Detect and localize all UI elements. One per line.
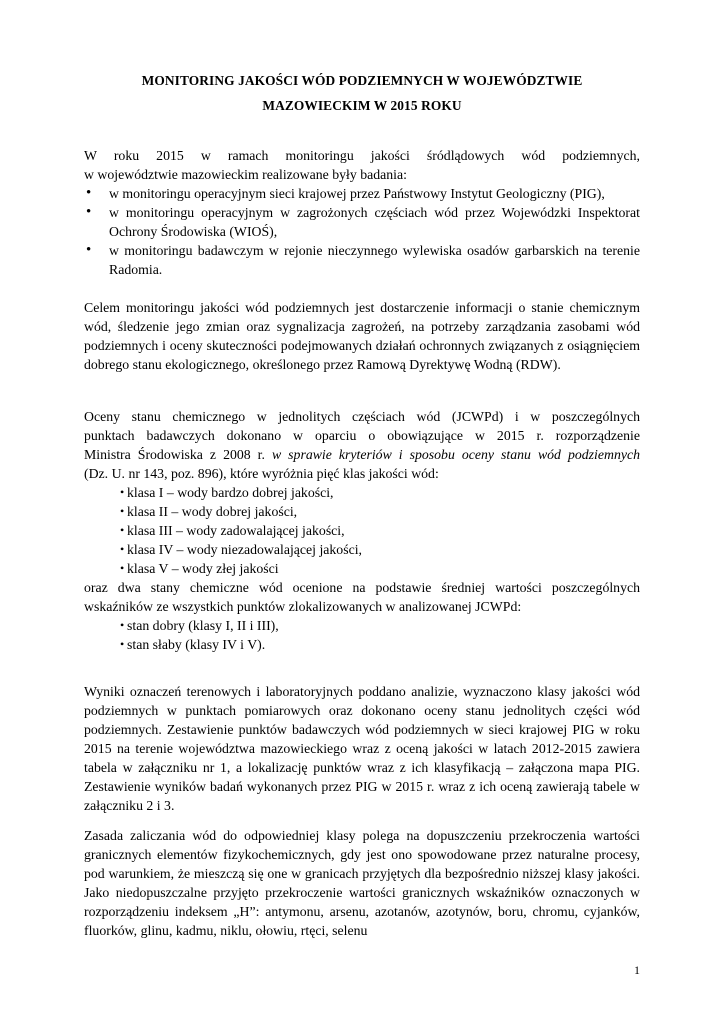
assessment-line-2: punktach badawczych dokonano w oparciu o obowiązujące w 2015 r. rozporządzenie — [84, 428, 640, 443]
quality-class-item: • klasa I – wody bardzo dobrej jakości, — [120, 483, 640, 502]
paragraph-classification-text: Zasada zaliczania wód do odpowiedniej klasy polega na dopuszczeniu przekroczenia wartości granicznych elementów fizykochemicznych, gdy jest ono spowodowane przez naturalne procesy, pod warunkiem, że mieszczą się one w granicach przyjętych dla bezpośrednio niższej klasy jakości. Jako niedopuszczalne przyjęto przekroczenie wartości granicznych wskaźników oznaczonych w rozporządzeniu indeksem „H”: antymonu, arsenu, azotanów, azotynów, boru, chromu, cyjanków, fluorków, glinu, kadmu, niklu, ołowiu, rtęci, selenu — [84, 828, 640, 938]
paragraph-purpose-text: Celem monitoringu jakości wód podziemnych jest dostarczenie informacji o stanie chemicznym wód, śledzenie jego zmian oraz sygnalizacja zagrożeń, na potrzeby zarządzania zasobami wód podziemnych i oceny skuteczności podejmowanych działań ochronnych związanych z osiągnięciem dobrego stanu ekologicznego, określonego przez Ramową Dyrektywę Wodną (RDW). — [84, 300, 640, 372]
intro-bullet-item: • w monitoringu operacyjnym sieci krajowej przez Państwowy Instytut Geologiczny (PIG), — [84, 184, 640, 203]
chemical-state-list — [84, 616, 640, 654]
regulation-reference: Ministra Środowiska z 2008 r. — [84, 447, 265, 462]
paragraph-classification-rules — [84, 826, 640, 940]
quality-class-item: • klasa V – wody złej jakości — [120, 559, 640, 578]
paragraph-results — [84, 682, 640, 815]
intro-section — [84, 146, 640, 279]
document-title-line-2: MAZOWIECKIM W 2015 ROKU — [262, 98, 462, 113]
quality-class-list — [84, 483, 640, 578]
quality-class-item: • klasa II – wody dobrej jakości, — [120, 502, 640, 521]
assessment-line-4: (Dz. U. nr 143, poz. 896), które wyróżnia pięć klas jakości wód: — [84, 466, 439, 481]
paragraph-purpose — [84, 298, 640, 374]
paragraph-assessment — [84, 407, 640, 654]
assessment-line-1: Oceny stanu chemicznego w jednolitych częściach wód (JCWPd) i w poszczególnych — [84, 409, 640, 424]
chemical-state-item: • stan dobry (klasy I, II i III), — [120, 616, 640, 635]
chemical-state-item: • stan słaby (klasy IV i V). — [120, 635, 640, 654]
quality-class-item: • klasa III – wody zadowalającej jakości, — [120, 521, 640, 540]
page-number: 1 — [634, 963, 640, 977]
document-title-line-1: MONITORING JAKOŚCI WÓD PODZIEMNYCH W WOJEWÓDZTWIE — [141, 73, 583, 88]
intro-bullet-item: • w monitoringu operacyjnym w zagrożonych częściach wód przez Wojewódzki Inspektorat Ochrony Środowiska (WIOŚ), — [84, 203, 640, 241]
assessment-line-3 — [84, 445, 640, 464]
paragraph-results-text: Wyniki oznaczeń terenowych i laboratoryjnych poddano analizie, wyznaczono klasy jakości wód podziemnych w punktach pomiarowych oraz dokonano oceny stanu jednolitych części wód podziemnych. Zestawienie punktów badawczych wód podziemnych w sieci krajowej PIG w roku 2015 na terenie województwa mazowieckiego wraz z oceną jakości w latach 2012-2015 zawiera tabela w załączniku nr 1, a lokalizację punktów wraz z ich klasyfikacją – załączona mapa PIG. Zestawienie wyników badań wykonanych przez PIG w 2015 r. wraz z ich oceną zawierają tabele w załączniku 2 i 3. — [84, 684, 640, 813]
intro-line-2: w województwie mazowieckim realizowane były badania: — [84, 167, 407, 182]
assessment-line-5: oraz dwa stany chemiczne wód ocenione na podstawie średniej wartości poszczególnych — [84, 580, 640, 595]
intro-bullet-list — [84, 184, 640, 279]
intro-line-1: W roku 2015 w ramach monitoringu jakości śródlądowych wód podziemnych, — [84, 148, 640, 163]
regulation-title-italic: w sprawie kryteriów i sposobu oceny stanu wód podziemnych — [271, 447, 640, 462]
intro-bullet-item: • w monitoringu badawczym w rejonie nieczynnego wylewiska osadów garbarskich na terenie Radomia. — [84, 241, 640, 279]
assessment-line-6: wskaźników ze wszystkich punktów zlokalizowanych w analizowanej JCWPd: — [84, 599, 522, 614]
quality-class-item: • klasa IV – wody niezadowalającej jakości, — [120, 540, 640, 559]
